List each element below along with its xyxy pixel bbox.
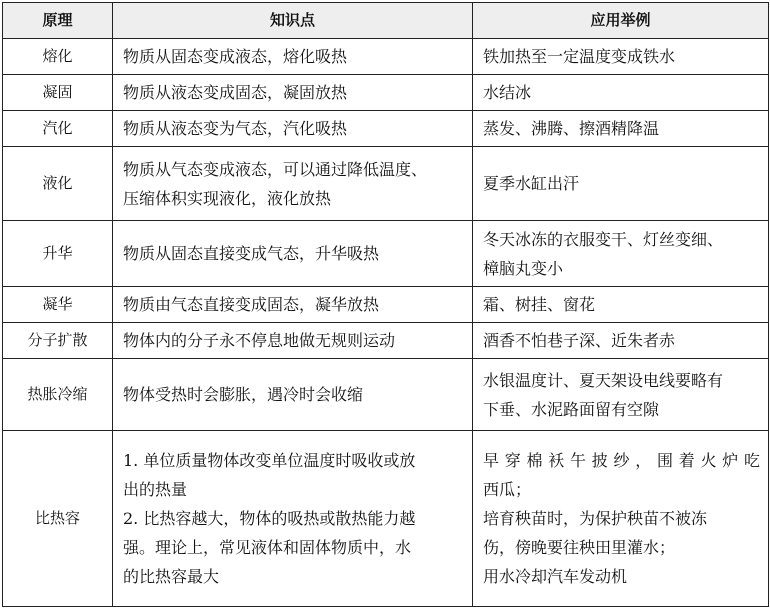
examples-cell [473,111,769,147]
header-principle: 原理 [3,3,113,39]
text-line: 夏季水缸出汗 [483,174,580,193]
text-line: 1. 单位质量物体改变单位温度时吸收或放 [123,451,416,470]
knowledge-cell [113,431,473,607]
text-line: 物体受热时会膨胀，遇冷时会收缩 [123,385,364,404]
text-line: 西瓜； [483,480,532,499]
principle-cell: 热胀冷缩 [3,359,113,431]
text-line: 铁加热至一定温度变成铁水 [483,47,676,66]
table-row [3,147,769,221]
text-line: 培育秧苗时，为保护秧苗不被冻 [483,509,708,528]
knowledge-cell [113,147,473,221]
knowledge-cell [113,287,473,323]
table-row [3,431,769,607]
examples-cell [473,75,769,111]
table-row [3,287,769,323]
principle-cell: 汽化 [3,111,113,147]
text-line: 樟脑丸变小 [483,258,564,278]
text-line: 伤，傍晚要往秧田里灌水； [483,538,676,557]
principle-cell: 凝华 [3,287,113,323]
text-line: 物质从液态变成固态，凝固放热 [123,83,348,102]
principle-cell: 比热容 [3,431,113,607]
header-knowledge: 知识点 [113,3,473,39]
header-row [3,3,769,39]
table-row [3,359,769,431]
text-line: 水结冰 [483,83,532,102]
text-line: 2. 比热容越大，物体的吸热或散热能力越 [123,509,416,528]
text-line: 物质由气态直接变成固态，凝华放热 [123,295,380,314]
principle-cell: 升华 [3,221,113,287]
examples-cell [473,359,769,431]
text-line: 霜、树挂、窗花 [483,295,596,314]
examples-cell [473,431,769,607]
knowledge-table [2,2,769,607]
text-line: 物质从气态变成液态，可以通过降低温度、 [123,159,428,179]
knowledge-cell [113,359,473,431]
examples-cell [473,287,769,323]
knowledge-cell [113,323,473,359]
table-row [3,221,769,287]
knowledge-cell [113,39,473,75]
principle-cell: 液化 [3,147,113,221]
text-line: 用水冷却汽车发动机 [483,567,628,586]
text-line: 水银温度计、夏天架设电线要略有 [483,370,724,390]
text-line: 早穿棉袄午披纱，围着火炉吃 [483,451,760,470]
text-line: 下垂、水泥路面留有空隙 [483,399,660,419]
text-line: 压缩体积实现液化，液化放热 [123,188,332,208]
knowledge-cell [113,221,473,287]
examples-cell [473,39,769,75]
text-line: 酒香不怕巷子深、近朱者赤 [483,331,676,350]
text-line: 出的热量 [123,480,188,499]
header-examples: 应用举例 [473,3,769,39]
text-line: 蒸发、沸腾、擦酒精降温 [483,119,660,138]
text-line: 强。理论上，常见液体和固体物质中，水 [123,538,412,557]
knowledge-cell [113,111,473,147]
principle-cell: 熔化 [3,39,113,75]
table-row [3,75,769,111]
table-row [3,39,769,75]
text-line: 物质从固态变成液态，熔化吸热 [123,47,348,66]
text-line: 物质从固态直接变成气态，升华吸热 [123,244,380,263]
text-line: 的比热容最大 [123,567,220,586]
principle-cell: 凝固 [3,75,113,111]
examples-cell [473,147,769,221]
text-line: 物质从液态变为气态，汽化吸热 [123,119,348,138]
examples-cell [473,221,769,287]
table-row [3,111,769,147]
text-line: 物体内的分子永不停息地做无规则运动 [123,331,396,350]
knowledge-cell [113,75,473,111]
principle-cell: 分子扩散 [3,323,113,359]
text-line: 冬天冰冻的衣服变干、灯丝变细、 [483,229,724,249]
table-row [3,323,769,359]
examples-cell [473,323,769,359]
